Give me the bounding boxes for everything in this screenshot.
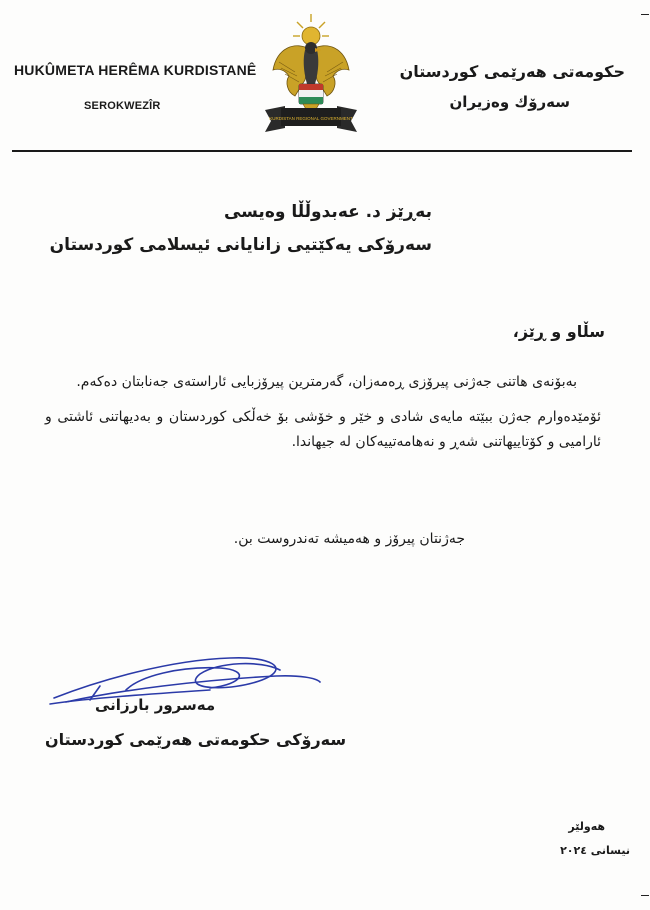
edge-mark-bottom	[641, 895, 649, 896]
letterhead-kurdish-subtitle: سەرۆك وەزیران	[449, 93, 570, 111]
recipient-name: بەڕێز د. عەبدوڵڵا وەیسی	[223, 202, 432, 222]
letter-date: نیسانی ٢٠٢٤	[560, 844, 630, 857]
krg-emblem-icon	[255, 10, 367, 138]
header-rule	[12, 150, 632, 152]
emblem-caption: KURDISTAN REGIONAL GOVERNMENT	[269, 116, 353, 121]
signatory-name: مەسرور بارزانی	[95, 696, 216, 714]
recipient-title: سەرۆکی یەکێتیی زانایانی ئیسلامی کوردستان	[49, 235, 432, 255]
letterhead-latin-subtitle: SEROKWEZÎR	[84, 100, 161, 112]
letterhead-kurdish-title: حکومەتی هەرێمی کوردستان	[399, 62, 625, 81]
letter-body	[45, 370, 601, 455]
letterhead-latin-title: HUKÛMETA HERÊMA KURDISTANÊ	[14, 62, 257, 78]
letter-place: هەولێر	[568, 820, 605, 833]
signatory-title: سەرۆکی حکومەتی هەرێمی کوردستان	[45, 730, 347, 749]
body-paragraph-2: ئۆمێدەوارم جەژن ببێتە مایەی شادی و خێر و خۆشی بۆ خەڵکی کوردستان و بەدیهاتنی ئاشتی و ئارامیی و کۆتاییهاتنی شەڕ و نەهامەتییەکان لە جیهاندا.	[45, 409, 601, 450]
signature-scribble-icon	[30, 640, 330, 730]
salutation: سڵاو و ڕێز،	[512, 322, 605, 341]
edge-mark-top	[641, 14, 649, 15]
body-paragraph-1: بەبۆنەی هاتنی جەژنی پیرۆزی ڕەمەزان، گەرمترین پیرۆزبایی ئاراستەی جەنابتان دەکەم.	[76, 374, 577, 390]
closing-line: جەژنتان پیرۆز و هەمیشە تەندروست بن.	[233, 531, 465, 547]
